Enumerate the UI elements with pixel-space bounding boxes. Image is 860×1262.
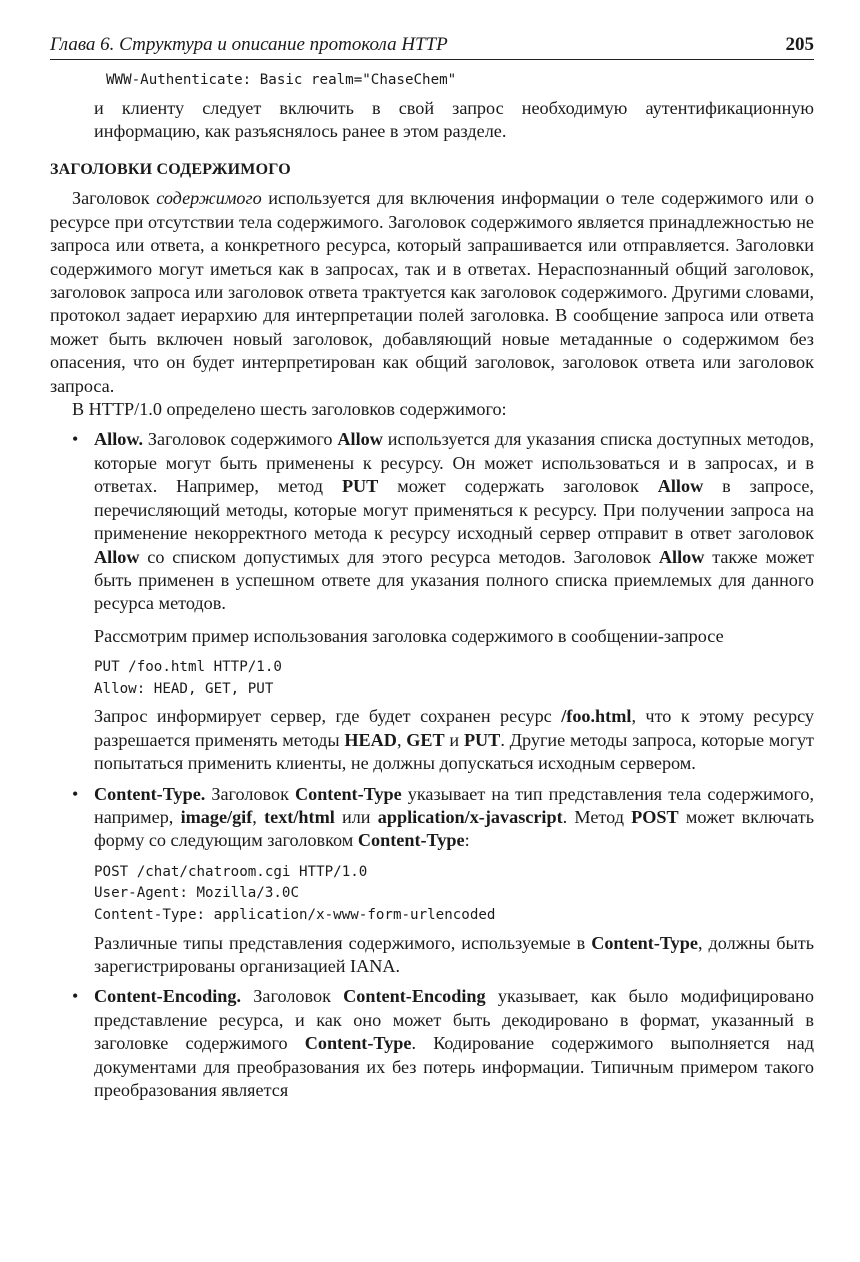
- page-number: 205: [785, 34, 814, 55]
- code-www-authenticate: WWW-Authenticate: Basic realm="ChaseChem": [106, 72, 457, 88]
- content-type-description: Content-Type. Заголовок Content-Type указывает на тип представления тела содержимого, например, image/gif, text/html или application/x-javascript. Метод POST может включать форму со следующим заголовком Content-Type:: [94, 783, 814, 851]
- list-item-allow: [50, 428, 814, 775]
- code-post-example: [94, 862, 814, 927]
- page-content: [50, 70, 814, 1102]
- content-encoding-description: Content-Encoding. Заголовок Content-Encoding указывает, как было модифицировано представление ресурса, и как оно может быть декодировано в формат, указанный в заголовке содержимого Content-Type. Кодирование содержимого выполняется над документами для преобразования их без потерь информации. Типичным примером такого преобразования является: [94, 986, 814, 1100]
- bullet-icon: •: [72, 429, 79, 450]
- code-put-example: [94, 657, 814, 700]
- code-line: PUT /foo.html HTTP/1.0: [94, 659, 282, 676]
- section-heading: ЗАГОЛОВКИ СОДЕРЖИМОГО: [50, 161, 291, 179]
- list-item-content-type: [50, 783, 814, 979]
- section-paragraph-1: Заголовок содержимого используется для включения информации о теле содержимого или о ресурсе при отсутствии тела содержимого. Заголовок содержимого является принадлежностью не запроса или ответа, а конкретного ресурса, который запрашивается или отправляется. Заголовки содержимого могут иметься как в запросах, так и в ответах. Нераспознанный общий заголовок, заголовок запроса или заголовок ответа трактуется как заголовок содержимого. Другими словами, протокол задает иерархию для интерпретации полей заголовка. В сообщение запроса или ответа может быть включен новый заголовок, добавляющий новые метаданные о содержимом без опасения, что он будет интерпретирован как общий заголовок, заголовок ответа или заголовок запроса.: [50, 188, 815, 396]
- list-item-content-encoding: [50, 985, 814, 1102]
- allow-description: Allow. Заголовок содержимого Allow используется для указания списка доступных методов, которые могут быть применены к ресурсу. Он может использоваться и в запросах, и в ответах. Например, метод PUT может содержать заголовок Allow в запросе, перечисляющий методы, которые могут применяться к ресурсу. При получении запроса на применение некорректного метода к ресурсу исходный сервер отправит в ответ заголовок Allow со списком допустимых для этого ресурса методов. Заголовок Allow также может быть применен в успешном ответе для указания полного списка приемлемых для данного ресурса методов.: [94, 429, 815, 614]
- page-header: [50, 34, 814, 60]
- code-line: Allow: HEAD, GET, PUT: [94, 680, 274, 697]
- running-title: Глава 6. Структура и описание протокола HTTP: [50, 34, 448, 55]
- term-content-type: Content-Type.: [94, 783, 206, 804]
- allow-example-intro: Рассмотрим пример использования заголовка содержимого в сообщении-запросе: [94, 625, 724, 646]
- allow-example-explanation: Запрос информирует сервер, где будет сохранен ресурс /foo.html, что к этому ресурсу разрешается применять методы HEAD, GET и PUT. Другие методы запроса, которые могут попытаться применить клиенты, не должны допускаться исходным сервером.: [94, 706, 814, 774]
- code-line: Content-Type: application/x-www-form-urlencoded: [94, 906, 496, 923]
- content-type-note: Различные типы представления содержимого, используемые в Content-Type, должны быть зарегистрированы организацией IANA.: [94, 932, 814, 976]
- section-paragraph-2: В HTTP/1.0 определено шесть заголовков содержимого:: [72, 399, 507, 420]
- term-content-encoding: Content-Encoding.: [94, 986, 242, 1007]
- term-allow: Allow.: [94, 429, 144, 450]
- intro-paragraph: и клиенту следует включить в свой запрос необходимую аутентификационную информацию, как разъяснялось ранее в этом разделе.: [94, 97, 814, 141]
- code-line: User-Agent: Mozilla/3.0C: [94, 885, 299, 902]
- bullet-icon: •: [72, 783, 79, 804]
- emphasis-term: содержимого: [156, 188, 262, 209]
- code-line: POST /chat/chatroom.cgi HTTP/1.0: [94, 863, 368, 880]
- bullet-icon: •: [72, 986, 79, 1007]
